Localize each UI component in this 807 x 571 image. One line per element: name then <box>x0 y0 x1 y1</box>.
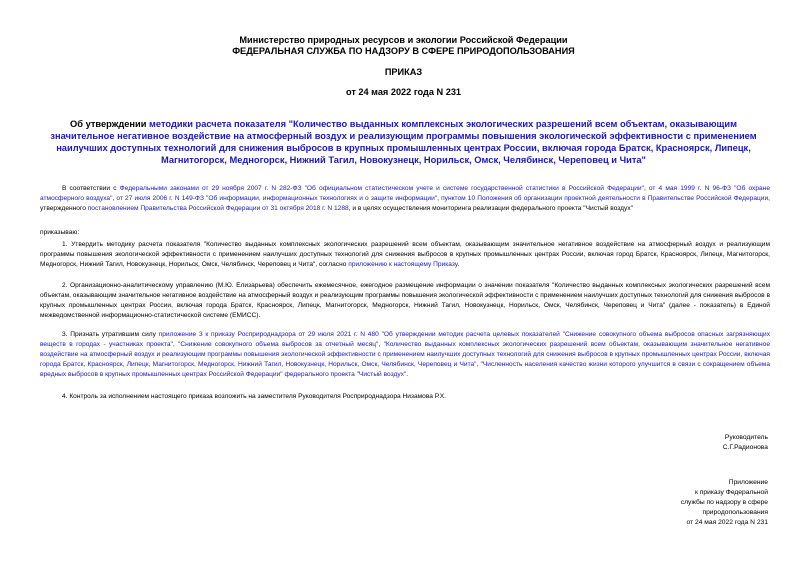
appendix-block <box>620 478 768 528</box>
item-4 <box>40 392 770 402</box>
signature-block <box>620 433 768 453</box>
ministry-name: Министерство природных ресурсов и экологии Российской Федерации <box>239 35 568 45</box>
appendix-line: службы по надзору в сфере <box>680 499 768 506</box>
preamble-text: В соответствии с <box>62 185 120 192</box>
title-link[interactable]: методики расчета показателя "Количество выданных комплексных экологических разрешений всем объектам, оказывающим значительное негативное воздействие на атмосферный воздух и реализующим программы повышения экологической эффективности с применением наилучших доступных технологий для снижения выбросов в крупных промышленных центрах России, включая города Братск, Красноярск, Липецк, Магнитогорск, Медногорск, Нижний Тагил, Новокузнецк, Норильск, Омск, Челябинск, Череповец и Чита" <box>50 119 757 165</box>
appendix-link[interactable]: приложению к настоящему Приказу <box>348 261 458 268</box>
document-title <box>40 118 767 166</box>
doc-date-number: от 24 мая 2022 года N 231 <box>345 87 462 97</box>
regulation-link[interactable]: пунктом 10 Положения об организации проектной деятельности в Правительстве Российской Федерации <box>441 195 769 202</box>
preamble-text: , <box>643 185 649 192</box>
preamble-text: , утвержденного <box>40 195 770 212</box>
signature-name: С.Г.Радионова <box>722 444 768 451</box>
appendix-line: от 24 мая 2022 года N 231 <box>686 519 768 526</box>
item-3 <box>40 330 770 380</box>
law-149-link[interactable]: от 27 июля 2006 г. N 149-ФЗ "Об информации, информационных технологиях и о защите информации" <box>116 195 438 202</box>
item-3-text: 3. Признать утратившим силу <box>62 331 159 338</box>
law-282-link[interactable]: Федеральными законами от 29 ноября 2007 г. N 282-ФЗ "Об официальном статистическом учете и системе государственной статистики в Российской Федерации" <box>119 185 644 192</box>
item-2-text: 2. Организационно-аналитическому управлению (М.Ю. Елизарьева) обеспечить ежемесячное, ежегодное размещение информации о значении показателя "Количество выданных комплексных экологических разрешений всем объектам, оказывающим значительное негативное воздействие на атмосферный воздух и реализующим программы повышения экологической эффективности с применением наилучших доступных технологий для снижения выбросов в крупных промышленных центрах России, включая города Братск, Красноярск, Липецк, Магнитогорск, Медногорск, Нижний Тагил, Новокузнецк, Норильск, Омск, Челябинск, Череповец и Чита" (далее - показатель) в Единой межведомственной информационно-статистической системе (ЕМИСС). <box>40 282 770 319</box>
item-4-text: 4. Контроль за исполнением настоящего приказа возложить на заместителя Руководителя Росприроднадзора Низамова Р.Х. <box>62 393 446 400</box>
preamble-paragraph <box>40 184 770 214</box>
preamble-text: , и в целях осуществления мониторинга реализации федерального проекта "Чистый воздух" <box>348 205 633 212</box>
item-1-text: 1. Утвердить методику расчета показателя "Количество выданных комплексных экологических разрешений всем объектам, оказывающим значительное негативное воздействие на атмосферный воздух и реализующим программы повышения экологической эффективности с применением наилучших доступных технологий для снижения выбросов в крупных промышленных центрах России, включая город Братск, Красноярск, Липецк, Магнитогорск, Медногорск, Нижний Тагил, Новокузнецк, Норильск, Омск, Челябинск, Череповец и Чита", согласно <box>40 241 770 268</box>
law-96-link[interactable]: от 4 мая 1999 г. N 96-ФЗ "Об охране атмосферного воздуха" <box>40 185 770 202</box>
item-1 <box>40 240 770 270</box>
title-prefix: Об утверждении <box>70 119 150 129</box>
preamble-text: , <box>112 195 117 202</box>
item-1-end: . <box>457 261 460 268</box>
decree-1288-link[interactable]: постановлением Правительства Российской Федерации от 31 октября 2018 г. N 1288 <box>87 205 349 212</box>
appendix-line: природопользования <box>702 509 768 516</box>
doc-type: ПРИКАЗ <box>384 67 423 77</box>
item-3-end: . <box>406 371 409 378</box>
preamble-text: , <box>437 195 442 202</box>
order-480-link[interactable]: приложение 3 к приказу Росприроднадзора от 29 июля 2021 г. N 480 "Об утверждении методик расчета целевых показателей "Снижение совокупного объема выбросов опасных загрязняющих веществ в городах - участниках проекта", "Снижение совокупного объема выбросов за отчетный месяц", "Количество выданных комплексных экологических разрешений всем объектам, оказывающим значительное негативное воздействие на атмосферный воздух и реализующим программы повышения экологической эффективности с применением наилучших доступных технологий для снижения выбросов в крупных промышленных центрах России, включая города Братск, Красноярск, Липецк, Магнитогорск, Медногорск, Нижний Тагил, Новокузнецк, Норильск, Омск, Челябинск, Череповец и Чита", "Численность населения качество жизни которого улучшится в связи с сокращением объема вредных выбросов в крупных промышленных центрах Российской Федерации" федерального проекта "Чистый воздух" <box>40 331 770 378</box>
appendix-line: Приложение <box>728 479 768 486</box>
appendix-line: к приказу Федеральной <box>694 489 768 496</box>
service-name: ФЕДЕРАЛЬНАЯ СЛУЖБА ПО НАДЗОРУ В СФЕРЕ ПРИРОДОПОЛЬЗОВАНИЯ <box>232 46 575 56</box>
item-2 <box>40 281 770 321</box>
orders-label: приказываю: <box>40 229 80 236</box>
signature-position: Руководитель <box>724 434 768 441</box>
